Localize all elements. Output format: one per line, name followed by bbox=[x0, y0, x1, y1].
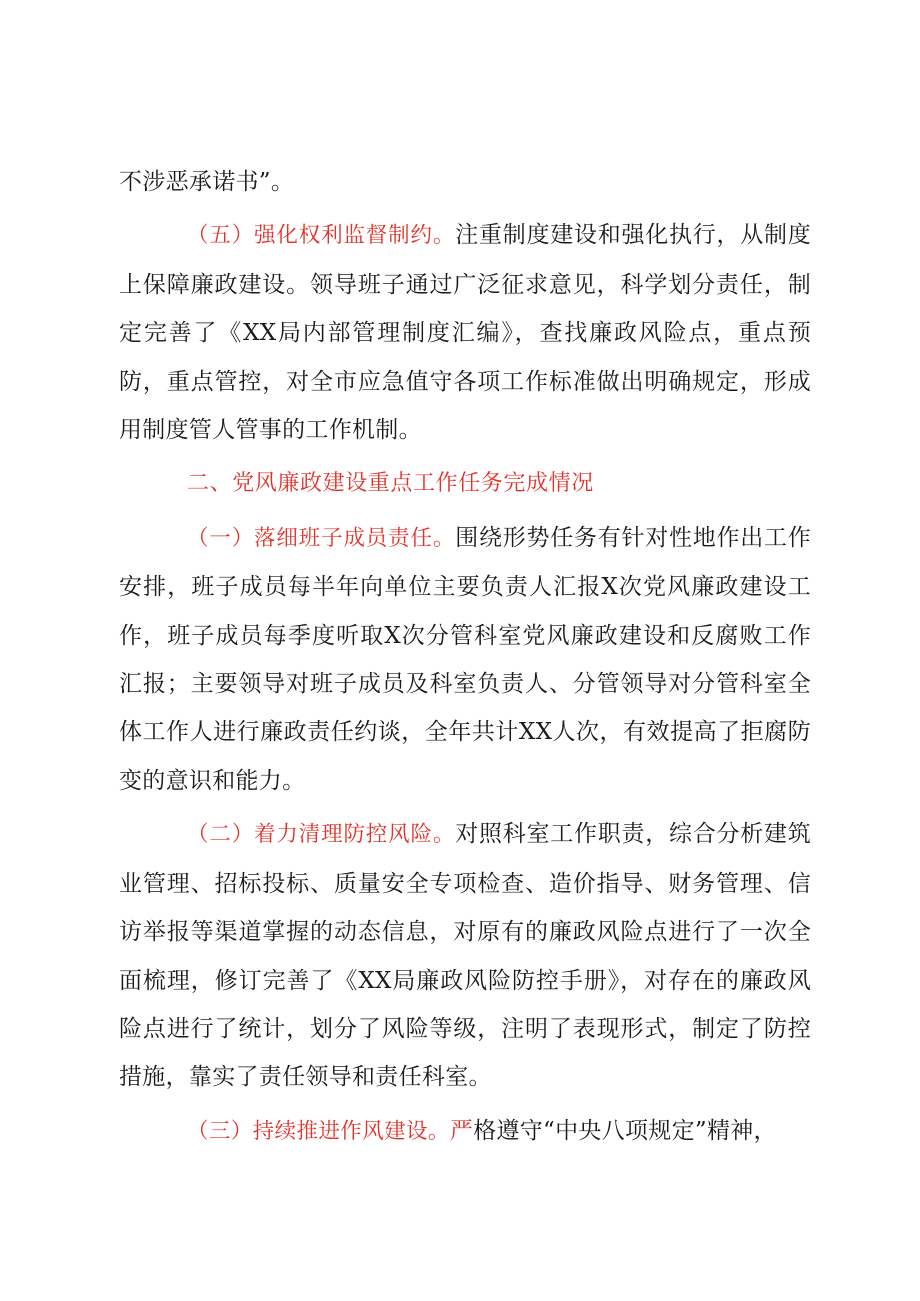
paragraph-continuation bbox=[119, 158, 811, 206]
document-body bbox=[119, 158, 811, 1156]
section-heading-text: 二、党风廉政建设重点工作任务完成情况 bbox=[187, 471, 594, 497]
paragraph-risk-control bbox=[119, 810, 811, 1101]
paragraph-lead-heading: （一）落细班子成员责任。 bbox=[187, 525, 456, 551]
paragraph-text: 围绕形势任务有针对性地作出工作安排，班子成员每半年向单位主要负责人汇报X次党风廉政建设工作，班子成员每季度听取X次分管科室党风廉政建设和反腐败工作汇报；主要领导对班子成员及科室负责人、分管领导对分管科室全体工作人进行廉政责任约谈，全年共计XX人次，有效提高了拒腐防变的意识和能力。 bbox=[119, 524, 811, 794]
paragraph-team-responsibility bbox=[119, 514, 811, 805]
paragraph-text: 注重制度建设和强化执行，从制度上保障廉政建设。领导班子通过广泛征求意见，科学划分责任，制定完善了《XX局内部管理制度汇编》，查找廉政风险点，重点预防，重点管控，对全市应急值守各项工作标准做出明确规定，形成用制度管人管事的工作机制。 bbox=[119, 222, 811, 444]
paragraph-lead-heading: （二）着力清理防控风险。 bbox=[187, 822, 456, 848]
paragraph-lead-heading: （三）持续推进作风建设。 bbox=[187, 1118, 450, 1144]
paragraph-lead-heading: （五）强化权利监督制约。 bbox=[187, 223, 456, 249]
paragraph-strengthen-supervision bbox=[119, 211, 811, 454]
paragraph-text: 对照科室工作职责，综合分析建筑业管理、招标投标、质量安全专项检查、造价指导、财务管理、信访举报等渠道掌握的动态信息，对原有的廉政风险点进行了一次全面梳理，修订完善了《XX局廉政风险防控手册》，对存在的廉政风险点进行了统计，划分了风险等级，注明了表现形式，制定了防控措施，靠实了责任领导和责任科室。 bbox=[119, 821, 811, 1091]
paragraph-work-style bbox=[119, 1107, 811, 1156]
paragraph-text: 格遵守“中央八项规定”精神， bbox=[473, 1117, 777, 1144]
section-heading bbox=[119, 459, 811, 508]
paragraph-text: 不涉恶承诺书”。 bbox=[119, 169, 295, 195]
paragraph-red-char: 严 bbox=[449, 1117, 474, 1144]
